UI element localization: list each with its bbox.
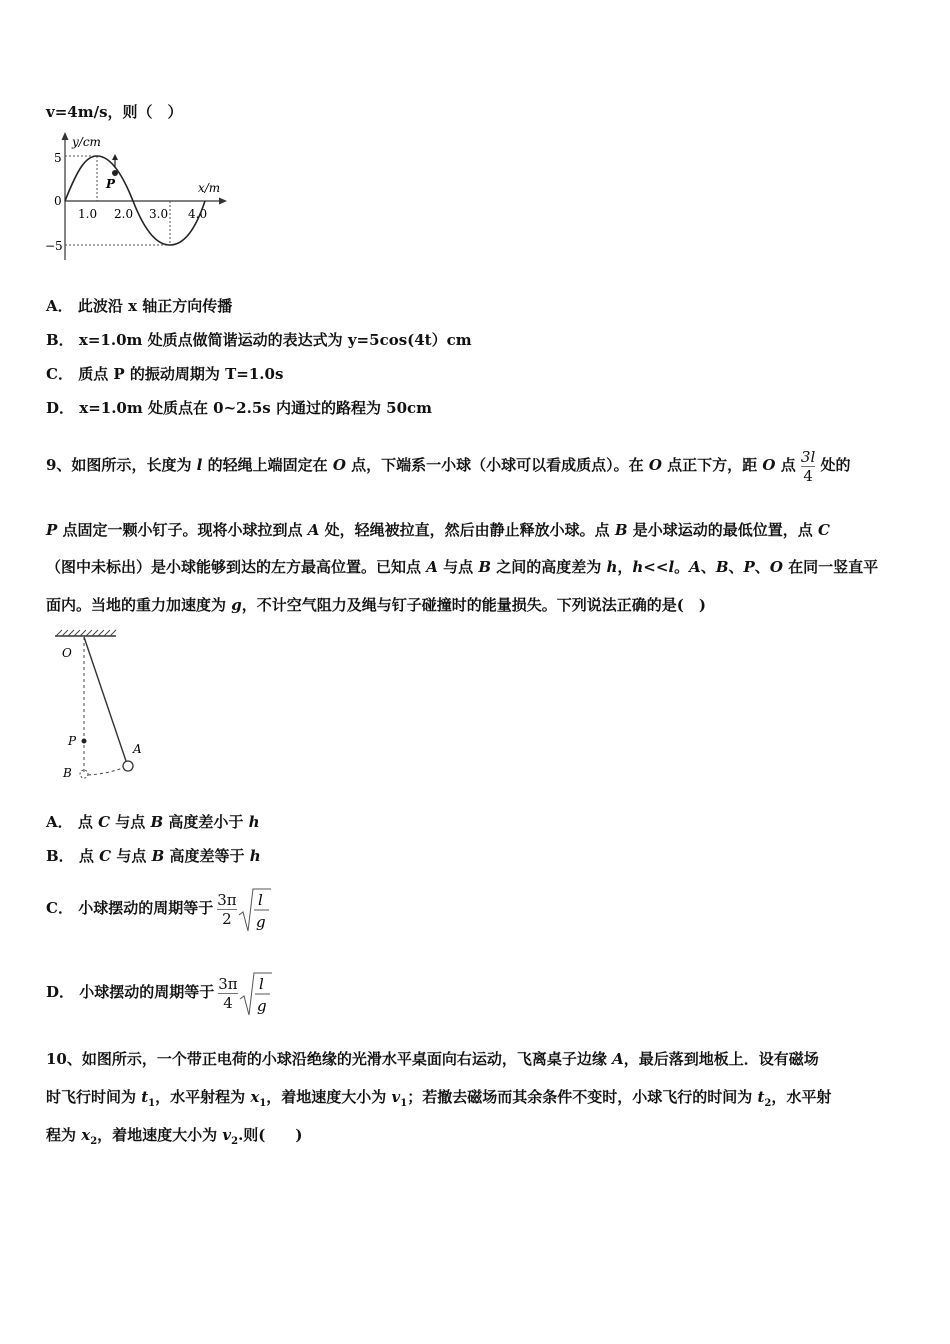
label-o: O	[62, 646, 72, 660]
pendulum-figure	[50, 628, 160, 788]
p-arrow-head	[112, 154, 118, 160]
q8-option-d[interactable]: D． x=1.0m 处质点在 0~2.5s 内通过的路程为 50cm	[46, 399, 433, 417]
y-tick-0: 0	[54, 194, 62, 208]
point-p	[112, 170, 118, 176]
q10-stem-line2: 时飞行时间为 $t_1$，水平射程为 $x_1$，着地速度大小为 $v_1$；若撤去磁场而其余条件不变时，小球飞行的时间为 $t_2$，水平射	[46, 1088, 832, 1109]
q8-option-b[interactable]: B． x=1.0m 处质点做简谐运动的表达式为 y=5cos(4t）cm	[46, 331, 472, 349]
wave-graph	[40, 128, 230, 263]
q9-option-a[interactable]: A． 点 C 与点 B 高度差小于 h	[46, 813, 260, 831]
y-axis-arrow	[62, 132, 69, 140]
x-axis-arrow	[219, 198, 227, 205]
x-tick-3: 3.0	[149, 207, 169, 221]
q9-stem-line2: P 点固定一颗小钉子。现将小球拉到点 A 处，轻绳被拉直，然后由静止释放小球。点 B 是小球运动的最低位置，点 C	[46, 521, 830, 539]
q9-stem-line4: 面内。当地的重力加速度为 g，不计空气阻力及绳与钉子碰撞时的能量损失。下列说法正确的是( )	[46, 596, 706, 614]
q8-option-a[interactable]: A． 此波沿 x 轴正方向传播	[46, 297, 233, 315]
x-tick-4: 4.0	[188, 207, 208, 221]
p-label: P	[106, 177, 116, 191]
x-tick-2: 2.0	[114, 207, 134, 221]
swing-arc	[88, 768, 123, 775]
ceiling-hatching	[56, 630, 116, 636]
q9-option-d[interactable]: D． 小球摆动的周期等于 $\frac{3\pi}{4}$ l g	[46, 964, 274, 1021]
label-a: A	[133, 742, 142, 756]
svg-text:l: l	[257, 891, 263, 909]
q10-stem-line3: 程为 $x_2$，着地速度大小为 $v_2$.则( )	[46, 1126, 303, 1147]
q9-stem-line3: （图中未标出）是小球能够到达的左方最高位置。已知点 A 与点 B 之间的高度差为 h，h<<l。A、B、P、O 在同一竖直平	[46, 558, 879, 576]
q10-stem-line1: 10、如图所示，一个带正电荷的小球沿绝缘的光滑水平桌面向右运动，飞离桌子边缘 A，最后落到地板上．设有磁场	[46, 1050, 819, 1068]
ball-a	[123, 761, 133, 771]
q9-option-c[interactable]: C． 小球摆动的周期等于 $\frac{3\pi}{2}$ l g	[46, 880, 273, 937]
svg-text:l: l	[258, 975, 264, 993]
string	[84, 637, 126, 761]
svg-text:g: g	[255, 913, 266, 931]
sqrt-l-over-g	[238, 965, 274, 1021]
y-axis-label: y/cm	[72, 135, 101, 149]
y-tick-5: 5	[54, 151, 62, 165]
svg-text:g: g	[256, 997, 267, 1015]
fraction-3l-over-4: $\frac{3l}{4}$	[800, 447, 816, 485]
q9-stem-line1: 9、如图所示，长度为 l 的轻绳上端固定在 O 点，下端系一小球（小球可以看成质点）。在 O 点正下方，距 O 点 $\frac{3l}{4}$ 处的	[46, 447, 851, 485]
sqrt-l-over-g	[237, 881, 273, 937]
q8-stem: v=4m/s，则（ ）	[46, 103, 183, 121]
y-tick-neg5: −5	[45, 239, 63, 253]
x-axis-label: x/m	[198, 181, 221, 195]
x-tick-1: 1.0	[78, 207, 98, 221]
q9-option-b[interactable]: B． 点 C 与点 B 高度差等于 h	[46, 847, 261, 865]
nail-p	[82, 739, 87, 744]
label-b: B	[63, 766, 72, 780]
q8-option-c[interactable]: C． 质点 P 的振动周期为 T=1.0s	[46, 365, 284, 383]
label-p: P	[68, 734, 77, 748]
